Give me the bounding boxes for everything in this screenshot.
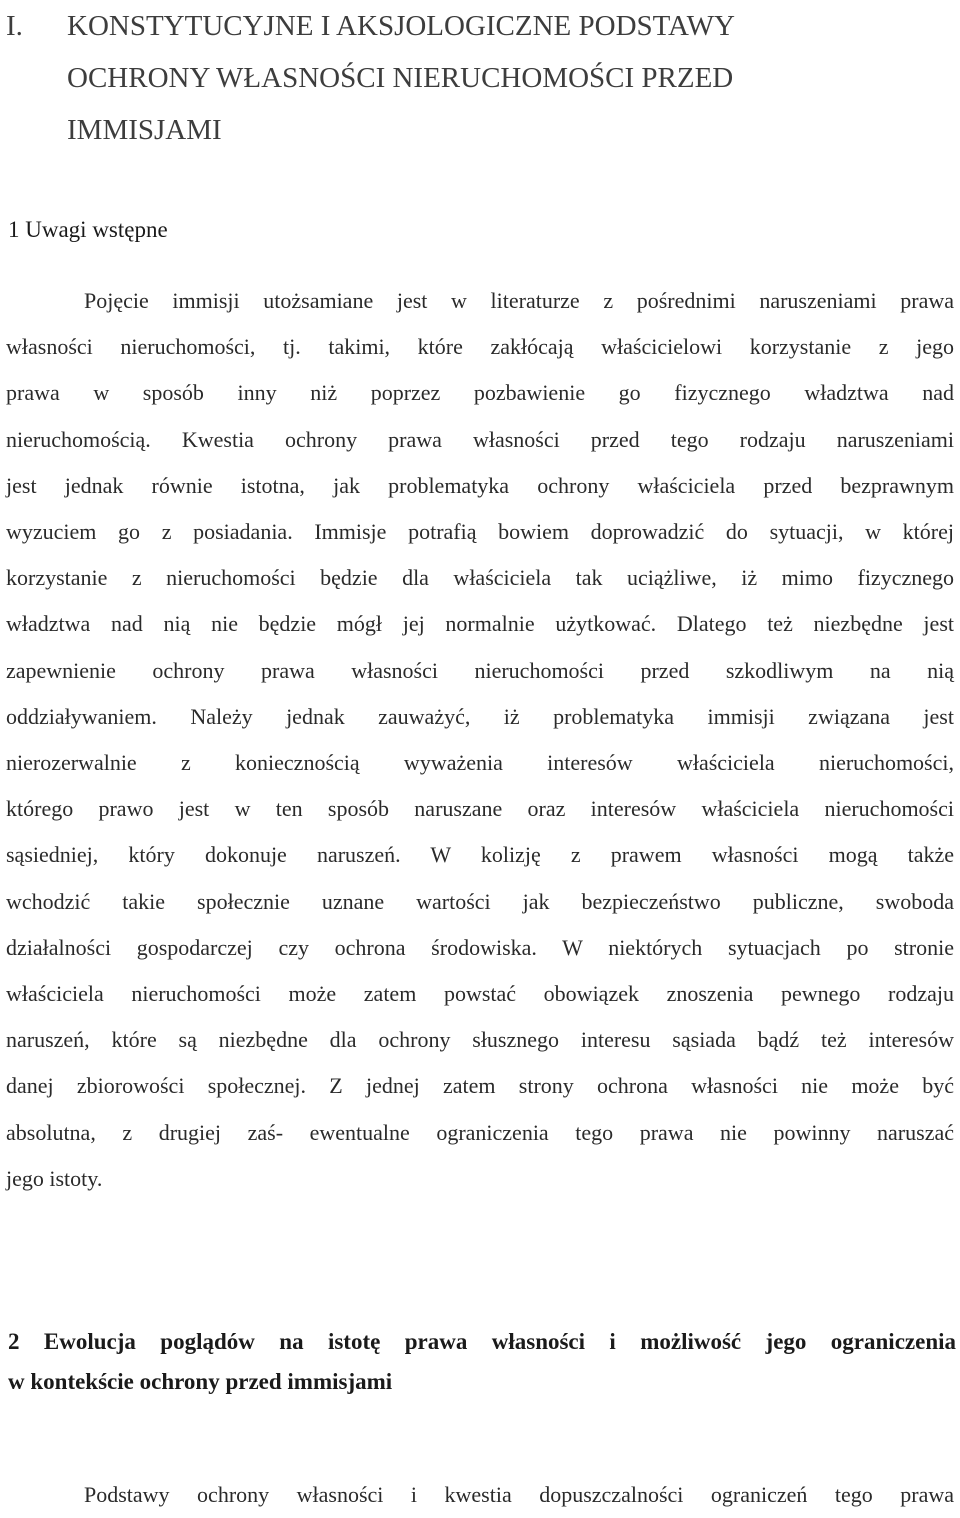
body-paragraph (6, 1472, 954, 1518)
body-paragraph (6, 278, 954, 1202)
section-heading (8, 1322, 956, 1402)
paragraph-line: naruszeń, które są niezbędne dla ochrony słusznego interesu sąsiada bądź też interesów (6, 1027, 954, 1053)
paragraph-line: nieruchomością. Kwestia ochrony prawa własności przed tego rodzaju naruszeniami (6, 426, 954, 452)
paragraph-line: absolutna, z drugiej zaś- ewentualne ograniczenia tego prawa nie powinny naruszać (6, 1119, 954, 1145)
paragraph-line: nierozerwalnie z koniecznością wyważenia interesów właściciela nieruchomości, (6, 750, 954, 776)
paragraph-line: jego istoty. (6, 1165, 103, 1191)
paragraph-line: danej zbiorowości społecznej. Z jednej zatem strony ochrona własności nie może być (6, 1073, 954, 1099)
paragraph-line: właściciela nieruchomości może zatem powstać obowiązek znoszenia pewnego rodzaju (6, 981, 954, 1007)
section-heading-line: w kontekście ochrony przed immisjami (8, 1369, 393, 1394)
paragraph-line: sąsiedniej, który dokonuje naruszeń. W kolizję z prawem własności mogą także (6, 842, 954, 868)
paragraph-line: działalności gospodarczej czy ochrona środowiska. W niektórych sytuacjach po stronie (6, 934, 954, 960)
paragraph-line: prawa w sposób inny niż poprzez pozbawienie go fizycznego władztwa nad (6, 380, 954, 406)
paragraph-line: Pojęcie immisji utożsamiane jest w literaturze z pośrednimi naruszeniami prawa (84, 288, 954, 313)
section-heading: 1 Uwagi wstępne (8, 217, 168, 242)
paragraph-line: zapewnienie ochrony prawa własności nieruchomości przed szkodliwym na nią (6, 657, 954, 683)
paragraph-line: własności nieruchomości, tj. takimi, które zakłócają właścicielowi korzystanie z jego (6, 334, 954, 360)
section-heading-line: 2 Ewolucja poglądów na istotę prawa własności i możliwość jego ograniczenia (8, 1329, 956, 1354)
paragraph-line: wyzuciem go z posiadania. Immisje potrafią bowiem doprowadzić do sytuacji, w której (6, 519, 954, 545)
chapter-title-line: IMMISJAMI (67, 114, 222, 146)
paragraph-line: władztwa nad nią nie będzie mógł jej normalnie użytkować. Dlatego też niezbędne jest (6, 611, 954, 637)
chapter-title (0, 0, 900, 156)
paragraph-line: Podstawy ochrony własności i kwestia dopuszczalności ograniczeń tego prawa (84, 1482, 954, 1507)
chapter-number: I. (6, 10, 23, 42)
paragraph-line: którego prawo jest w ten sposób naruszane oraz interesów właściciela nieruchomości (6, 796, 954, 822)
paragraph-line: oddziaływaniem. Należy jednak zauważyć, iż problematyka immisji związana jest (6, 703, 954, 729)
chapter-title-line: KONSTYTUCYJNE I AKSJOLOGICZNE PODSTAWY (67, 10, 735, 42)
chapter-title-line: OCHRONY WŁASNOŚCI NIERUCHOMOŚCI PRZED (67, 62, 734, 94)
paragraph-line: wchodzić takie społecznie uznane wartości jak bezpieczeństwo publiczne, swoboda (6, 888, 954, 914)
paragraph-line: korzystanie z nieruchomości będzie dla właściciela tak uciążliwe, iż mimo fizycznego (6, 565, 954, 591)
paragraph-line: jest jednak równie istotna, jak problematyka ochrony właściciela przed bezprawnym (6, 472, 954, 498)
